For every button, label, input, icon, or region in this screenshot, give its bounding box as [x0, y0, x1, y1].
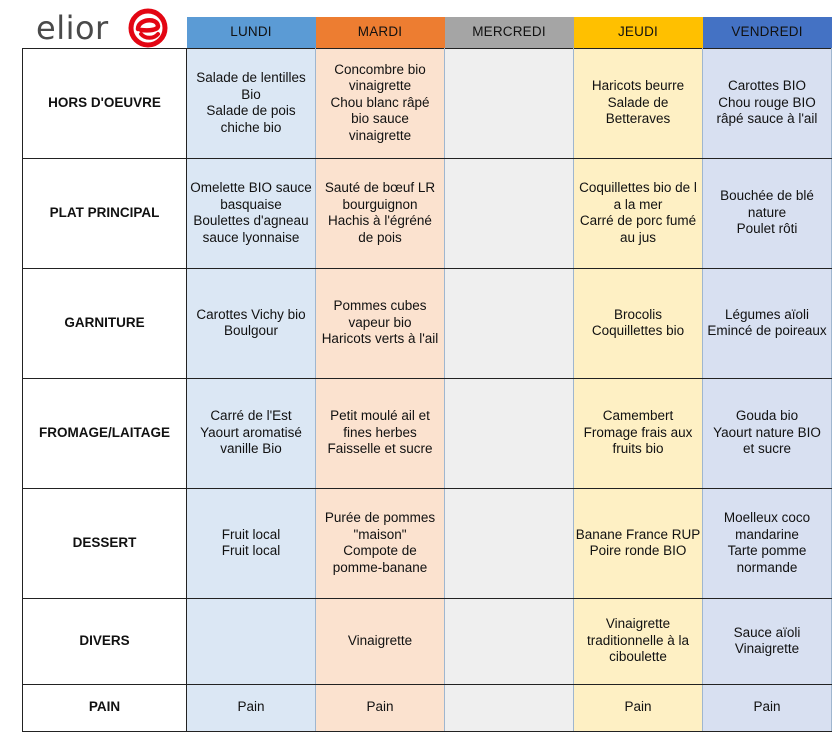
- row-label: HORS D'OEUVRE: [23, 48, 187, 158]
- menu-cell-lundi: [187, 378, 316, 488]
- corner-cell: [23, 17, 187, 48]
- menu-cell-text: Gouda bio Yaourt nature BIO et sucre: [713, 408, 821, 457]
- menu-cell-vendredi: [703, 48, 832, 158]
- menu-cell-lundi: [187, 268, 316, 378]
- menu-cell-vendredi: [703, 684, 832, 731]
- menu-cell-mardi: [316, 268, 445, 378]
- menu-cell-text: Pain: [624, 699, 652, 715]
- menu-cell-text: Vinaigrette traditionnelle à la ciboulette: [586, 616, 690, 665]
- menu-cell-text: Pain: [753, 699, 781, 715]
- menu-cell-mercredi: [445, 488, 574, 598]
- menu-cell-text: Sauté de bœuf LR bourguignon Hachis à l'égréné de pois: [324, 180, 436, 245]
- menu-row-plat-principal: [23, 158, 832, 268]
- menu-cell-text: Coquillettes bio de l a la mer Carré de porc fumé au jus: [579, 180, 697, 245]
- menu-cell-vendredi: [703, 598, 832, 684]
- menu-cell-text: Banane France RUP Poire ronde BIO: [575, 526, 701, 558]
- menu-cell-text: Moelleux coco mandarine Tarte pomme normande: [723, 510, 811, 575]
- day-header-lundi: LUNDI: [187, 17, 316, 48]
- day-header-row: [23, 17, 832, 48]
- menu-cell-text: Petit moulé ail et fines herbes Faisselle et sucre: [327, 408, 433, 457]
- menu-cell-mercredi: [445, 378, 574, 488]
- row-label: PLAT PRINCIPAL: [23, 158, 187, 268]
- menu-cell-jeudi: [574, 268, 703, 378]
- menu-row-garniture: [23, 268, 832, 378]
- menu-cell-mardi: [316, 598, 445, 684]
- menu-cell-mercredi: [445, 684, 574, 731]
- row-label: DESSERT: [23, 488, 187, 598]
- menu-row-hors-doeuvre: [23, 48, 832, 158]
- menu-cell-vendredi: [703, 158, 832, 268]
- menu-row-divers: [23, 598, 832, 684]
- menu-cell-text: Pain: [366, 699, 394, 715]
- menu-cell-text: Haricots beurre Salade de Betteraves: [591, 78, 685, 127]
- menu-cell-mardi: [316, 684, 445, 731]
- menu-cell-text: Pommes cubes vapeur bio Haricots verts à l'ail: [321, 298, 439, 347]
- menu-cell-lundi: [187, 598, 316, 684]
- menu-cell-text: Brocolis Coquillettes bio: [591, 306, 685, 338]
- menu-row-dessert: [23, 488, 832, 598]
- day-header-mercredi: MERCREDI: [445, 17, 574, 48]
- menu-cell-text: Fruit local Fruit local: [221, 526, 281, 558]
- menu-cell-text: Carottes BIO Chou rouge BIO râpé sauce à l'ail: [716, 78, 818, 127]
- menu-cell-text: Carottes Vichy bio Boulgour: [196, 306, 306, 338]
- menu-cell-lundi: [187, 488, 316, 598]
- menu-cell-jeudi: [574, 488, 703, 598]
- menu-cell-jeudi: [574, 378, 703, 488]
- brand-name: elior: [36, 9, 109, 47]
- menu-cell-text: Carré de l'Est Yaourt aromatisé vanille Bio: [200, 408, 302, 457]
- menu-cell-jeudi: [574, 598, 703, 684]
- menu-cell-text: Sauce aïoli Vinaigrette: [733, 624, 801, 656]
- menu-cell-text: Bouchée de blé nature Poulet rôti: [720, 188, 814, 237]
- menu-cell-vendredi: [703, 378, 832, 488]
- menu-cell-text: Camembert Fromage frais aux fruits bio: [583, 408, 693, 457]
- menu-row-fromage-laitage: [23, 378, 832, 488]
- menu-cell-text: Salade de lentilles Bio Salade de pois chiche bio: [196, 70, 306, 135]
- menu-cell-text: Vinaigrette: [347, 632, 413, 648]
- menu-cell-mercredi: [445, 598, 574, 684]
- menu-cell-lundi: [187, 48, 316, 158]
- row-label: DIVERS: [23, 598, 187, 684]
- row-label: PAIN: [23, 684, 187, 731]
- menu-cell-mercredi: [445, 158, 574, 268]
- menu-cell-jeudi: [574, 158, 703, 268]
- menu-cell-mardi: [316, 48, 445, 158]
- menu-cell-mardi: [316, 158, 445, 268]
- menu-cell-text: Purée de pommes "maison" Compote de pomme-banane: [324, 510, 436, 575]
- menu-cell-text: Légumes aïoli Emincé de poireaux: [707, 306, 827, 338]
- menu-cell-lundi: [187, 684, 316, 731]
- menu-cell-mardi: [316, 488, 445, 598]
- day-header-jeudi: JEUDI: [574, 17, 703, 48]
- menu-cell-jeudi: [574, 48, 703, 158]
- menu-cell-text: Concombre bio vinaigrette Chou blanc râpé bio sauce vinaigrette: [330, 61, 430, 143]
- menu-cell-mardi: [316, 378, 445, 488]
- row-label: GARNITURE: [23, 268, 187, 378]
- menu-cell-vendredi: [703, 488, 832, 598]
- row-label: FROMAGE/LAITAGE: [23, 378, 187, 488]
- menu-table: [22, 17, 832, 732]
- menu-cell-mercredi: [445, 48, 574, 158]
- menu-cell-text: Pain: [237, 699, 265, 715]
- menu-cell-lundi: [187, 158, 316, 268]
- menu-cell-mercredi: [445, 268, 574, 378]
- menu-cell-text: Omelette BIO sauce basquaise Boulettes d'agneau sauce lyonnaise: [190, 180, 312, 245]
- menu-cell-vendredi: [703, 268, 832, 378]
- menu-cell-jeudi: [574, 684, 703, 731]
- day-header-mardi: MARDI: [316, 17, 445, 48]
- day-header-vendredi: VENDREDI: [703, 17, 832, 48]
- menu-row-pain: [23, 684, 832, 731]
